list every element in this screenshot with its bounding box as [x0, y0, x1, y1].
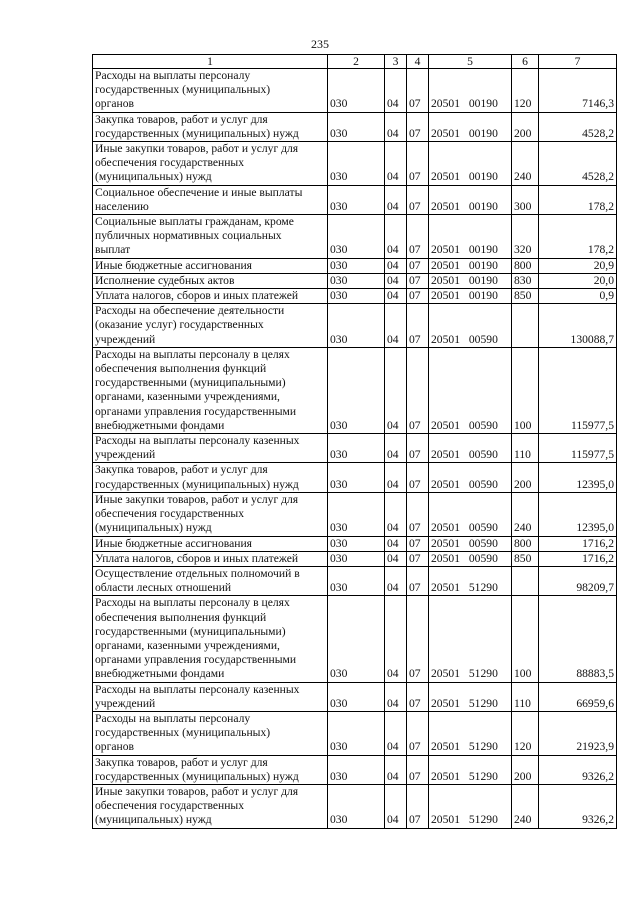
subsection-code-cell: 07 [407, 755, 429, 784]
amount-cell: 20,0 [539, 273, 617, 288]
amount-cell: 4528,2 [539, 142, 617, 186]
expense-type-cell: 300 [512, 185, 539, 214]
amount-cell: 178,2 [539, 185, 617, 214]
column-header-5: 5 [429, 55, 512, 69]
amount-cell: 98209,7 [539, 566, 617, 595]
amount-cell: 0,9 [539, 289, 617, 304]
amount-cell: 66959,6 [539, 682, 617, 711]
target-article-cell: 20501 51290 [429, 755, 512, 784]
target-article-cell: 20501 51290 [429, 566, 512, 595]
expense-name-cell: Исполнение судебных актов [93, 273, 328, 288]
target-article-cell: 20501 00190 [429, 258, 512, 273]
subsection-code-cell: 07 [407, 347, 429, 433]
subsection-code-cell: 07 [407, 434, 429, 463]
expense-name-cell: Расходы на выплаты персоналу казенных учреждений [93, 434, 328, 463]
target-article-cell: 20501 00190 [429, 112, 512, 141]
ministry-code-cell: 030 [328, 755, 385, 784]
column-header-2: 2 [328, 55, 385, 69]
target-article-cell: 20501 00190 [429, 142, 512, 186]
section-code-cell: 04 [385, 711, 407, 755]
expense-type-cell [512, 304, 539, 348]
column-header-6: 6 [512, 55, 539, 69]
amount-cell: 115977,5 [539, 434, 617, 463]
ministry-code-cell: 030 [328, 142, 385, 186]
ministry-code-cell: 030 [328, 536, 385, 551]
section-code-cell: 04 [385, 289, 407, 304]
page-number: 235 [311, 37, 329, 51]
subsection-code-cell: 07 [407, 711, 429, 755]
section-code-cell: 04 [385, 142, 407, 186]
subsection-code-cell: 07 [407, 289, 429, 304]
table-row [93, 347, 617, 433]
ministry-code-cell: 030 [328, 682, 385, 711]
amount-cell: 9326,2 [539, 755, 617, 784]
ministry-code-cell: 030 [328, 551, 385, 566]
expense-name-cell: Расходы на выплаты персоналу в целях обеспечения выполнения функций государственными (муниципальными) органами, казенными учреждениями, органами управления государственными внебюджетными фондами [93, 347, 328, 433]
expense-type-cell: 120 [512, 69, 539, 113]
subsection-code-cell: 07 [407, 784, 429, 828]
table-row [93, 434, 617, 463]
amount-cell: 12395,0 [539, 492, 617, 536]
expense-name-cell: Уплата налогов, сборов и иных платежей [93, 551, 328, 566]
ministry-code-cell: 030 [328, 711, 385, 755]
section-code-cell: 04 [385, 551, 407, 566]
table-row [93, 289, 617, 304]
expense-type-cell: 240 [512, 784, 539, 828]
expense-name-cell: Социальные выплаты гражданам, кроме публичных нормативных социальных выплат [93, 215, 328, 259]
header-row [93, 55, 617, 69]
subsection-code-cell: 07 [407, 185, 429, 214]
expense-type-cell: 850 [512, 551, 539, 566]
expense-name-cell: Иные бюджетные ассигнования [93, 536, 328, 551]
column-header-3: 3 [385, 55, 407, 69]
target-article-cell: 20501 00590 [429, 492, 512, 536]
ministry-code-cell: 030 [328, 258, 385, 273]
section-code-cell: 04 [385, 69, 407, 113]
target-article-cell: 20501 51290 [429, 596, 512, 682]
expense-type-cell: 240 [512, 492, 539, 536]
section-code-cell: 04 [385, 596, 407, 682]
section-code-cell: 04 [385, 536, 407, 551]
amount-cell: 4528,2 [539, 112, 617, 141]
table-row [93, 551, 617, 566]
expense-type-cell: 200 [512, 112, 539, 141]
ministry-code-cell: 030 [328, 566, 385, 595]
expense-name-cell: Уплата налогов, сборов и иных платежей [93, 289, 328, 304]
amount-cell: 12395,0 [539, 463, 617, 492]
table-body [93, 69, 617, 829]
subsection-code-cell: 07 [407, 566, 429, 595]
expense-name-cell: Расходы на выплаты персоналу государственных (муниципальных) органов [93, 711, 328, 755]
section-code-cell: 04 [385, 784, 407, 828]
expense-name-cell: Расходы на выплаты персоналу казенных учреждений [93, 682, 328, 711]
expense-name-cell: Закупка товаров, работ и услуг для государственных (муниципальных) нужд [93, 755, 328, 784]
expense-type-cell: 800 [512, 258, 539, 273]
column-header-7: 7 [539, 55, 617, 69]
table-row [93, 566, 617, 595]
target-article-cell: 20501 00590 [429, 304, 512, 348]
expense-type-cell: 100 [512, 347, 539, 433]
expense-name-cell: Социальное обеспечение и иные выплаты населению [93, 185, 328, 214]
ministry-code-cell: 030 [328, 112, 385, 141]
section-code-cell: 04 [385, 463, 407, 492]
ministry-code-cell: 030 [328, 434, 385, 463]
ministry-code-cell: 030 [328, 463, 385, 492]
ministry-code-cell: 030 [328, 784, 385, 828]
expense-name-cell: Расходы на выплаты персоналу в целях обеспечения выполнения функций государственными (муниципальными) органами, казенными учреждениями, органами управления государственными внебюджетными фондами [93, 596, 328, 682]
ministry-code-cell: 030 [328, 492, 385, 536]
section-code-cell: 04 [385, 112, 407, 141]
section-code-cell: 04 [385, 434, 407, 463]
table-row [93, 492, 617, 536]
section-code-cell: 04 [385, 215, 407, 259]
subsection-code-cell: 07 [407, 258, 429, 273]
subsection-code-cell: 07 [407, 273, 429, 288]
table-row [93, 304, 617, 348]
ministry-code-cell: 030 [328, 347, 385, 433]
expense-type-cell: 240 [512, 142, 539, 186]
expense-name-cell: Расходы на выплаты персоналу государственных (муниципальных) органов [93, 69, 328, 113]
ministry-code-cell: 030 [328, 273, 385, 288]
expense-type-cell: 850 [512, 289, 539, 304]
target-article-cell: 20501 00590 [429, 463, 512, 492]
target-article-cell: 20501 51290 [429, 784, 512, 828]
amount-cell: 7146,3 [539, 69, 617, 113]
section-code-cell: 04 [385, 492, 407, 536]
target-article-cell: 20501 51290 [429, 711, 512, 755]
section-code-cell: 04 [385, 755, 407, 784]
expense-name-cell: Закупка товаров, работ и услуг для государственных (муниципальных) нужд [93, 112, 328, 141]
table-row [93, 463, 617, 492]
section-code-cell: 04 [385, 566, 407, 595]
amount-cell: 115977,5 [539, 347, 617, 433]
expense-type-cell: 100 [512, 596, 539, 682]
subsection-code-cell: 07 [407, 304, 429, 348]
expense-name-cell: Иные закупки товаров, работ и услуг для обеспечения государственных (муниципальных) нужд [93, 492, 328, 536]
column-header-4: 4 [407, 55, 429, 69]
target-article-cell: 20501 00190 [429, 185, 512, 214]
target-article-cell: 20501 00590 [429, 536, 512, 551]
ministry-code-cell: 030 [328, 289, 385, 304]
expense-type-cell: 110 [512, 682, 539, 711]
expense-type-cell: 120 [512, 711, 539, 755]
section-code-cell: 04 [385, 682, 407, 711]
table-row [93, 185, 617, 214]
table-row [93, 273, 617, 288]
amount-cell: 88883,5 [539, 596, 617, 682]
subsection-code-cell: 07 [407, 215, 429, 259]
amount-cell: 21923,9 [539, 711, 617, 755]
target-article-cell: 20501 00590 [429, 434, 512, 463]
expense-type-cell: 800 [512, 536, 539, 551]
ministry-code-cell: 030 [328, 596, 385, 682]
section-code-cell: 04 [385, 185, 407, 214]
target-article-cell: 20501 51290 [429, 682, 512, 711]
expense-type-cell: 320 [512, 215, 539, 259]
target-article-cell: 20501 00590 [429, 347, 512, 433]
amount-cell: 178,2 [539, 215, 617, 259]
table-row [93, 215, 617, 259]
amount-cell: 130088,7 [539, 304, 617, 348]
expense-type-cell: 830 [512, 273, 539, 288]
table-row [93, 536, 617, 551]
ministry-code-cell: 030 [328, 185, 385, 214]
subsection-code-cell: 07 [407, 551, 429, 566]
target-article-cell: 20501 00190 [429, 289, 512, 304]
section-code-cell: 04 [385, 347, 407, 433]
section-code-cell: 04 [385, 304, 407, 348]
amount-cell: 20,9 [539, 258, 617, 273]
subsection-code-cell: 07 [407, 112, 429, 141]
table-row [93, 755, 617, 784]
table-row [93, 596, 617, 682]
section-code-cell: 04 [385, 258, 407, 273]
subsection-code-cell: 07 [407, 596, 429, 682]
expense-type-cell: 200 [512, 463, 539, 492]
amount-cell: 1716,2 [539, 536, 617, 551]
expense-type-cell [512, 566, 539, 595]
table-row [93, 711, 617, 755]
expense-name-cell: Иные закупки товаров, работ и услуг для обеспечения государственных (муниципальных) нужд [93, 784, 328, 828]
budget-table [92, 54, 617, 829]
expense-name-cell: Иные закупки товаров, работ и услуг для обеспечения государственных (муниципальных) нужд [93, 142, 328, 186]
expense-name-cell: Иные бюджетные ассигнования [93, 258, 328, 273]
table-row [93, 258, 617, 273]
subsection-code-cell: 07 [407, 536, 429, 551]
amount-cell: 9326,2 [539, 784, 617, 828]
table-row [93, 69, 617, 113]
ministry-code-cell: 030 [328, 215, 385, 259]
expense-name-cell: Осуществление отдельных полномочий в области лесных отношений [93, 566, 328, 595]
ministry-code-cell: 030 [328, 304, 385, 348]
subsection-code-cell: 07 [407, 492, 429, 536]
target-article-cell: 20501 00590 [429, 551, 512, 566]
target-article-cell: 20501 00190 [429, 273, 512, 288]
subsection-code-cell: 07 [407, 69, 429, 113]
table-row [93, 682, 617, 711]
column-header-1: 1 [93, 55, 328, 69]
subsection-code-cell: 07 [407, 463, 429, 492]
section-code-cell: 04 [385, 273, 407, 288]
expense-name-cell: Расходы на обеспечение деятельности (оказание услуг) государственных учреждений [93, 304, 328, 348]
expense-name-cell: Закупка товаров, работ и услуг для государственных (муниципальных) нужд [93, 463, 328, 492]
target-article-cell: 20501 00190 [429, 215, 512, 259]
subsection-code-cell: 07 [407, 142, 429, 186]
table-row [93, 112, 617, 141]
subsection-code-cell: 07 [407, 682, 429, 711]
table-row [93, 784, 617, 828]
ministry-code-cell: 030 [328, 69, 385, 113]
amount-cell: 1716,2 [539, 551, 617, 566]
expense-type-cell: 110 [512, 434, 539, 463]
target-article-cell: 20501 00190 [429, 69, 512, 113]
expense-type-cell: 200 [512, 755, 539, 784]
table-row [93, 142, 617, 186]
